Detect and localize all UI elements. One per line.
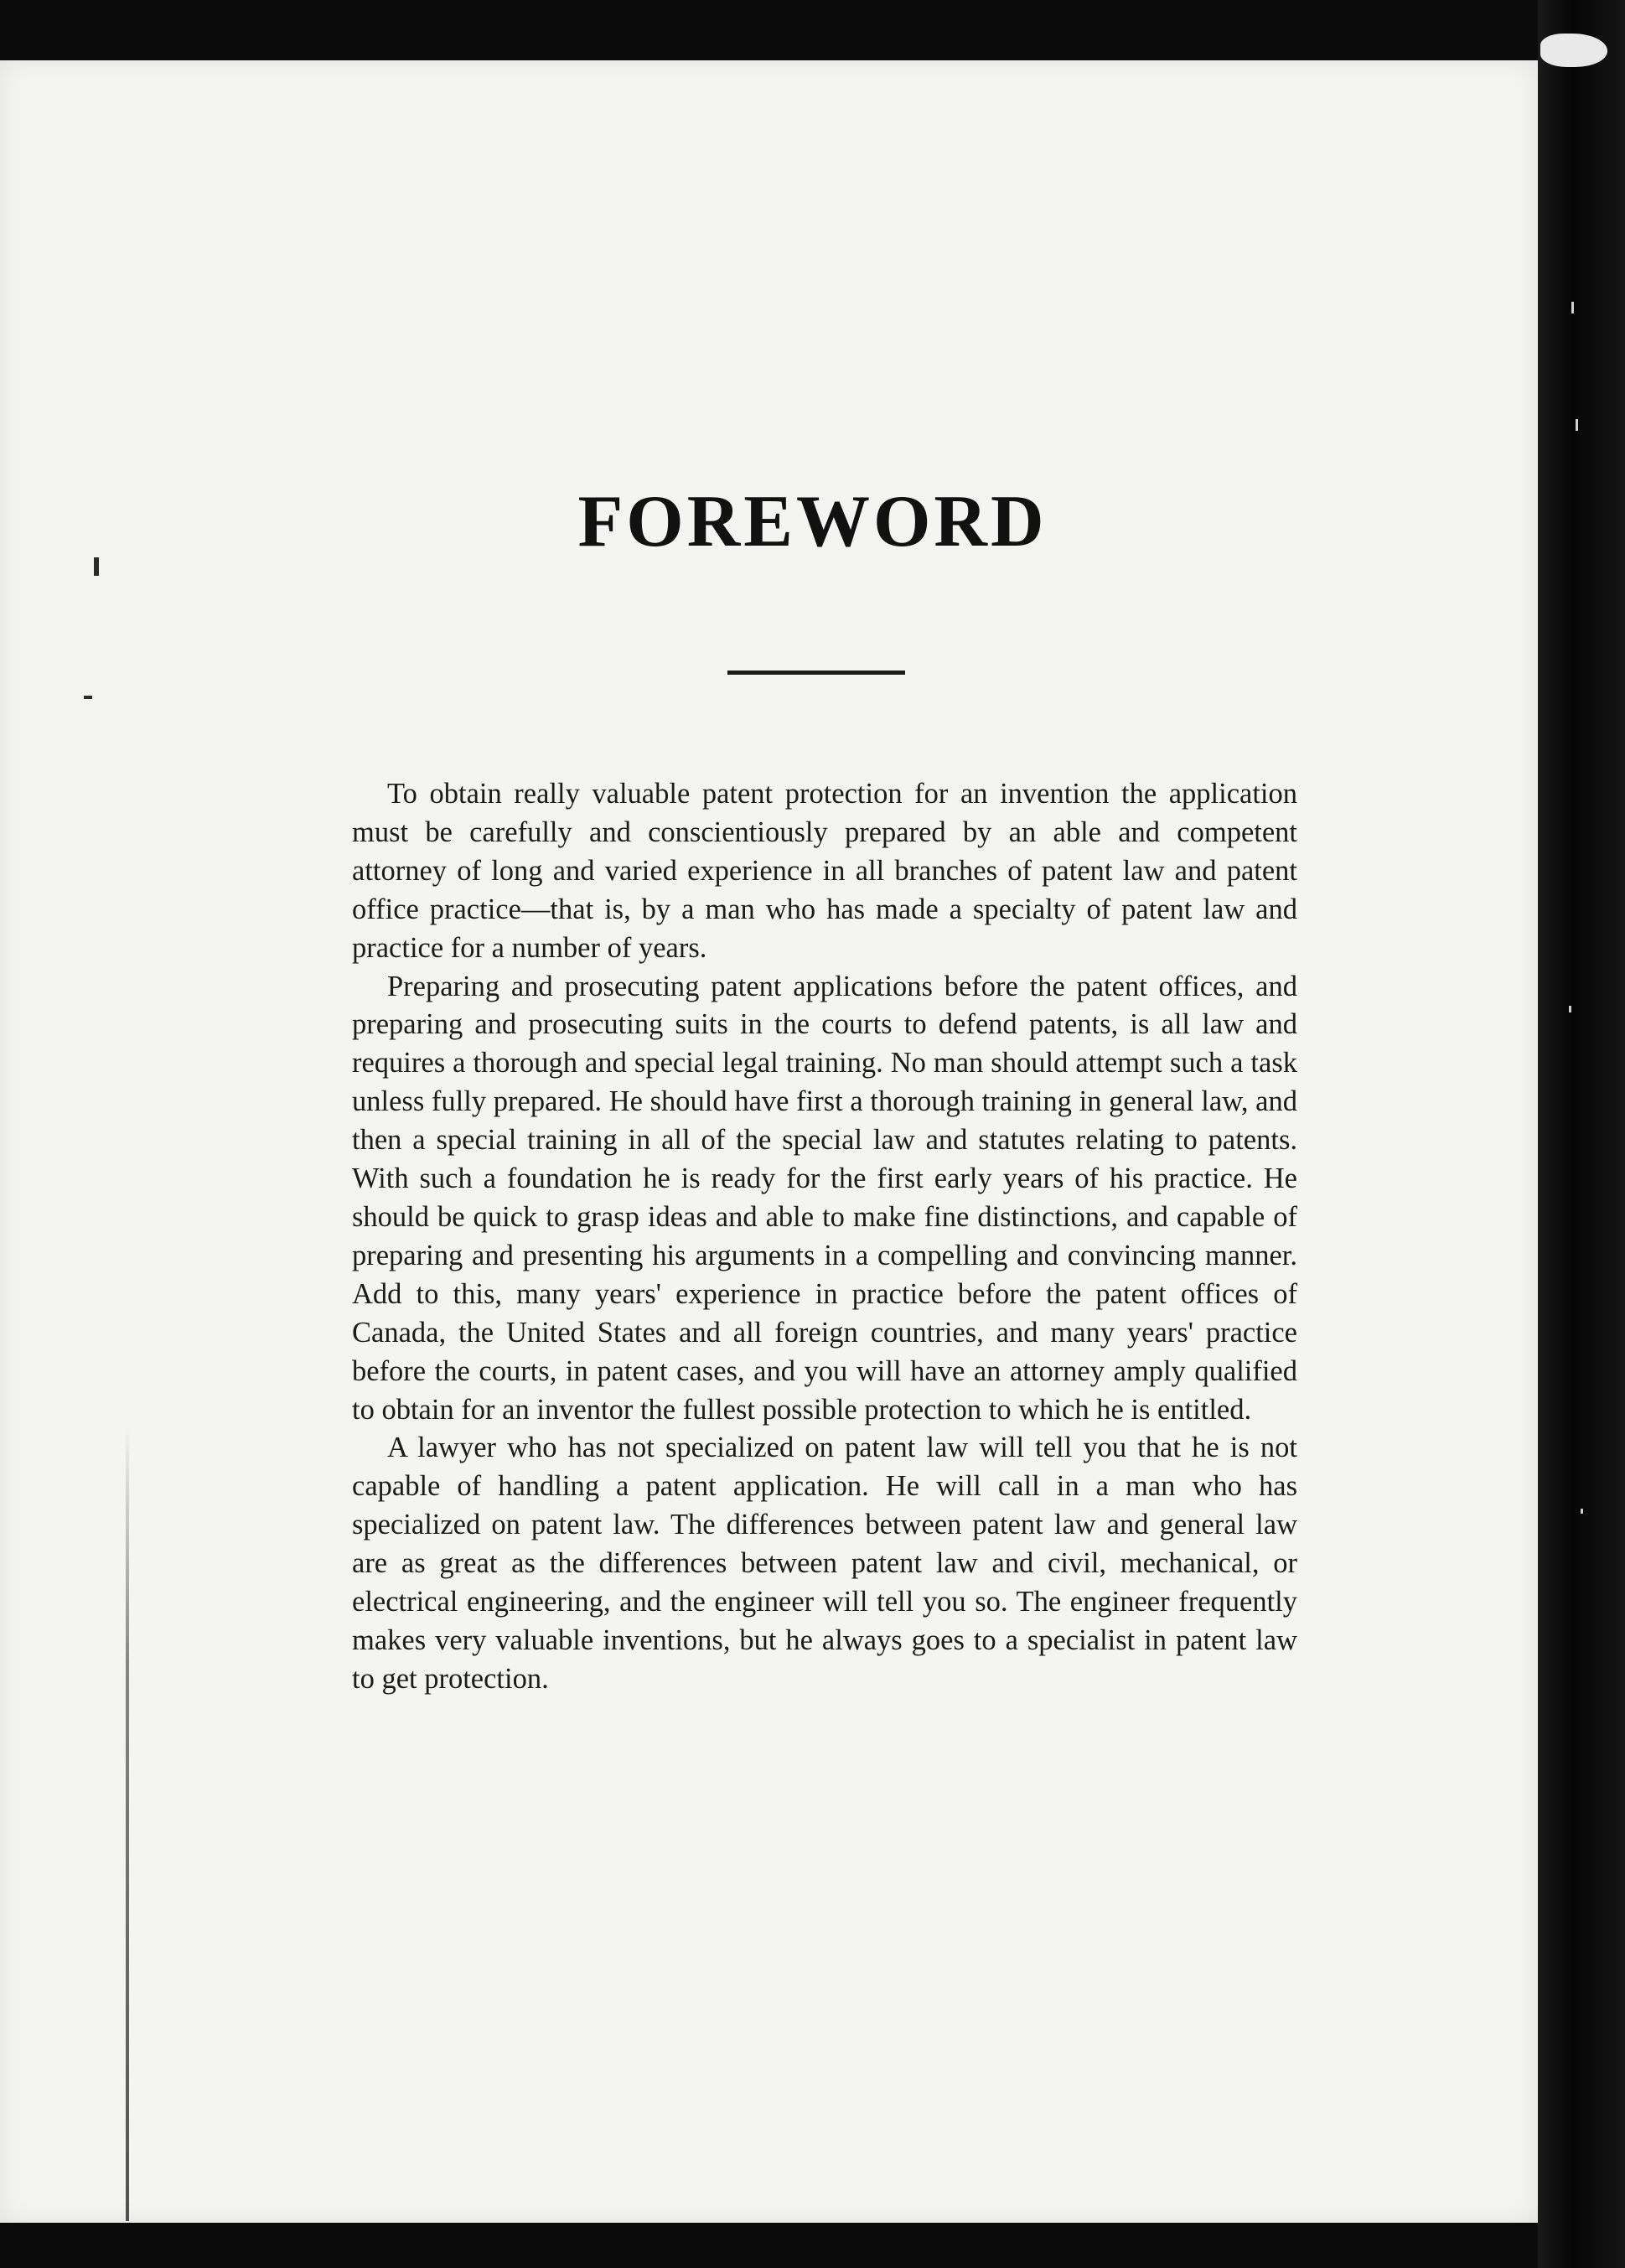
scan-speck — [1571, 302, 1574, 313]
paragraph: A lawyer who has not specialized on patent law will tell you that he is not capable of handling a patent application. He will call in a man who has specialized on patent law. The differences between patent law and general law are as great as the differences between patent law and civil, mechanical, or electrical engineering, and the engineer will tell you so. The engineer frequently makes very valuable inventions, but he always goes to a specialist in patent law to get protection. — [352, 1432, 1297, 1695]
page-title: FOREWORD — [577, 481, 1048, 562]
page-binding-edge — [1538, 0, 1625, 2268]
scan-speck — [1576, 419, 1578, 431]
paragraph: To obtain really valuable patent protection for an invention the application must be carefully and conscientiously prepared by an able and competent attorney of long and varied experience in all branches of patent law and patent office practice—that is, by a man who has made a specialty of patent law and practice for a number of years. — [352, 778, 1297, 964]
document-body — [352, 775, 1297, 1699]
paragraph: Preparing and prosecuting patent applications before the patent offices, and preparing and prosecuting suits in the courts to defend patents, is all law and requires a thorough and special legal training. No man should attempt such a task unless fully prepared. He should have first a thorough training in general law, and then a special training in all of the special law and statutes relating to patents. With such a foundation he is ready for the first early years of his practice. He should be quick to grasp ideas and able to make fine distinctions, and capable of preparing and presenting his arguments in a compelling and convincing manner. Add to this, many years' experience in practice before the patent offices of Canada, the United States and all foreign countries, and many years' practice before the courts, in patent cases, and you will have an attorney amply qualified to obtain for an inventor the fullest possible protection to which he is entitled. — [352, 970, 1297, 1426]
title-divider — [727, 671, 905, 675]
page-gutter-line — [126, 1425, 129, 2221]
scan-mark — [84, 696, 92, 699]
scan-speck — [1569, 1006, 1571, 1012]
scan-speck — [1581, 1509, 1583, 1514]
scan-blot — [1540, 34, 1607, 67]
